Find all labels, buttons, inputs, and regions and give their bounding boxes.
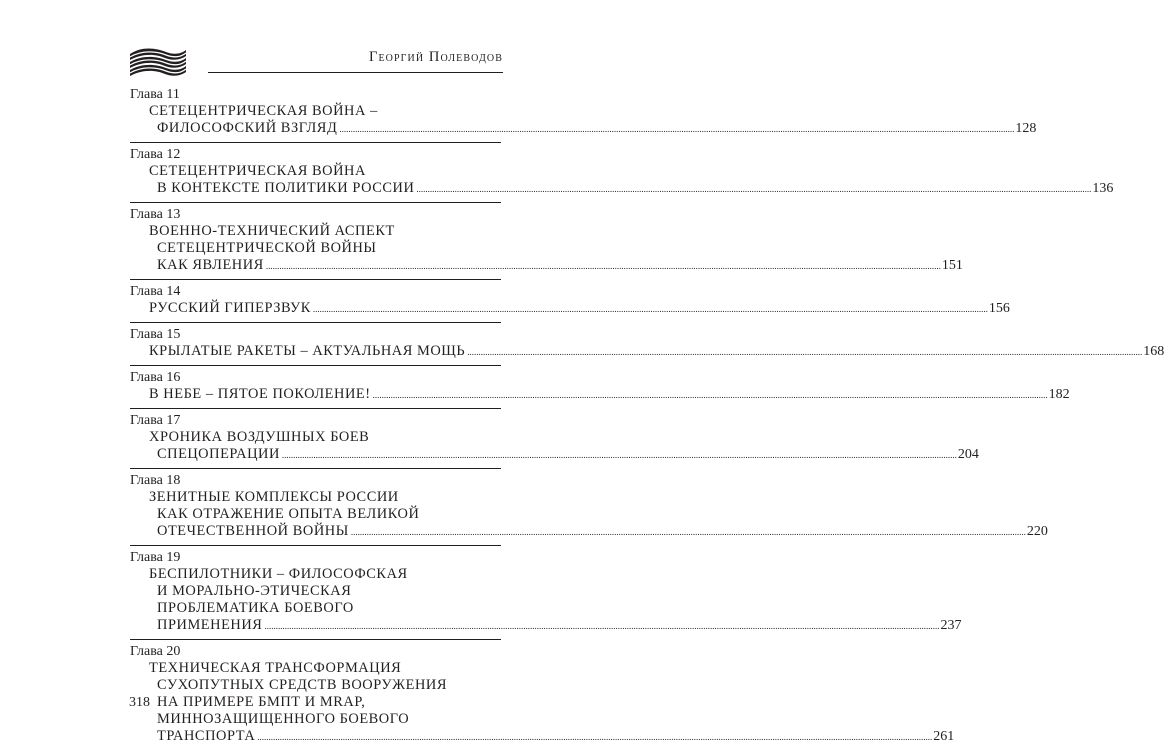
chapter-title-text: В НЕБЕ – ПЯТОЕ ПОКОЛЕНИЕ! [149, 386, 371, 402]
chapter-page-number: 261 [933, 729, 955, 744]
chapter-title-text: ТРАНСПОРТА [157, 728, 256, 744]
chapter-title-line: КАК ОТРАЖЕНИЕ ОПЫТА ВЕЛИКОЙ [157, 506, 420, 522]
chapter-label: Глава 19 [130, 550, 181, 565]
dot-leader: ............................................................................................................................................................................................................................................................................................................ [281, 450, 957, 460]
dot-leader: ............................................................................................................................................................................................................................................................................................................ [416, 184, 1092, 194]
chapter-title-line: НА ПРИМЕРЕ БМПТ И MRAP, [157, 694, 366, 710]
chapter-page-number: 168 [1143, 344, 1164, 359]
chapter-label: Глава 14 [130, 284, 181, 299]
chapter-page-number: 128 [1015, 121, 1037, 136]
chapter-label: Глава 15 [130, 327, 181, 342]
toc-entry [130, 550, 962, 640]
chapter-title-line [130, 728, 955, 746]
chapter-title-text: ПРИМЕНЕНИЯ [157, 617, 263, 633]
st-george-ribbon-icon [128, 44, 188, 78]
chapter-title-line: СЕТЕЦЕНТРИЧЕСКОЙ ВОЙНЫ [157, 240, 377, 256]
running-head-author: Георгий Полеводов [368, 49, 503, 65]
chapter-label: Глава 16 [130, 370, 181, 385]
dot-leader: ............................................................................................................................................................................................................................................................................................................ [312, 304, 988, 314]
table-of-contents [130, 87, 1164, 754]
chapter-page-number: 151 [941, 258, 963, 273]
page-header [128, 40, 503, 80]
dot-leader: ............................................................................................................................................................................................................................................................................................................ [264, 621, 940, 631]
toc-entry [130, 644, 955, 750]
chapter-title-line [130, 257, 963, 275]
chapter-title-text: В КОНТЕКСТЕ ПОЛИТИКИ РОССИИ [157, 180, 415, 196]
chapter-title-line [130, 300, 1010, 318]
chapter-title-line: ПРОБЛЕМАТИКА БОЕВОГО [157, 600, 354, 616]
chapter-title-line [130, 343, 1164, 361]
dot-leader: ............................................................................................................................................................................................................................................................................................................ [467, 347, 1143, 357]
toc-entry [130, 207, 963, 280]
dot-leader: ............................................................................................................................................................................................................................................................................................................ [372, 390, 1048, 400]
chapter-page-number: 182 [1048, 387, 1070, 402]
chapter-title-line: ХРОНИКА ВОЗДУШНЫХ БОЕВ [149, 429, 370, 445]
header-rule [208, 72, 503, 73]
chapter-title-line [130, 446, 979, 464]
dot-leader: ............................................................................................................................................................................................................................................................................................................ [350, 527, 1026, 537]
dot-leader: ............................................................................................................................................................................................................................................................................................................ [257, 732, 933, 742]
chapter-page-number: 220 [1026, 524, 1048, 539]
chapter-page-number: 156 [988, 301, 1010, 316]
chapter-label: Глава 12 [130, 147, 181, 162]
chapter-title-text: ФИЛОСОФСКИЙ ВЗГЛЯД [157, 120, 338, 136]
toc-entry [130, 327, 1164, 366]
toc-entry [130, 370, 1070, 409]
chapter-title-text: КРЫЛАТЫЕ РАКЕТЫ – АКТУАЛЬНАЯ МОЩЬ [149, 343, 466, 359]
toc-entry [130, 473, 1048, 546]
chapter-title-line: БЕСПИЛОТНИКИ – ФИЛОСОФСКАЯ [149, 566, 408, 582]
chapter-title-line [130, 617, 962, 635]
toc-entry [130, 147, 1114, 203]
chapter-label: Глава 13 [130, 207, 181, 222]
chapter-label: Глава 17 [130, 413, 181, 428]
chapter-label: Глава 20 [130, 644, 181, 659]
chapter-title-text: СПЕЦОПЕРАЦИИ [157, 446, 280, 462]
page-number: 318 [129, 695, 150, 710]
chapter-title-line: ЗЕНИТНЫЕ КОМПЛЕКСЫ РОССИИ [149, 489, 399, 505]
chapter-title-line: СУХОПУТНЫХ СРЕДСТВ ВООРУЖЕНИЯ [157, 677, 447, 693]
chapter-page-number: 237 [940, 618, 962, 633]
toc-entry [130, 87, 1037, 143]
chapter-title-line [130, 386, 1070, 404]
chapter-title-line: ТЕХНИЧЕСКАЯ ТРАНСФОРМАЦИЯ [149, 660, 402, 676]
toc-entry [130, 413, 979, 469]
chapter-title-text: РУССКИЙ ГИПЕРЗВУК [149, 300, 311, 316]
dot-leader: ............................................................................................................................................................................................................................................................................................................ [339, 124, 1015, 134]
chapter-title-line: И МОРАЛЬНО-ЭТИЧЕСКАЯ [157, 583, 352, 599]
chapter-label: Глава 18 [130, 473, 181, 488]
chapter-title-line [130, 120, 1037, 138]
chapter-title-text: КАК ЯВЛЕНИЯ [157, 257, 264, 273]
chapter-title-line [130, 523, 1048, 541]
chapter-title-line: ВОЕННО-ТЕХНИЧЕСКИЙ АСПЕКТ [149, 223, 395, 239]
chapter-title-line: СЕТЕЦЕНТРИЧЕСКАЯ ВОЙНА [149, 163, 366, 179]
chapter-page-number: 136 [1092, 181, 1114, 196]
chapter-title-line [130, 180, 1114, 198]
chapter-title-text: ОТЕЧЕСТВЕННОЙ ВОЙНЫ [157, 523, 349, 539]
chapter-title-line: МИННОЗАЩИЩЕННОГО БОЕВОГО [157, 711, 410, 727]
chapter-page-number: 204 [957, 447, 979, 462]
dot-leader: ............................................................................................................................................................................................................................................................................................................ [265, 261, 941, 271]
toc-entry [130, 284, 1010, 323]
chapter-title-line: СЕТЕЦЕНТРИЧЕСКАЯ ВОЙНА – [149, 103, 378, 119]
chapter-label: Глава 11 [130, 87, 180, 102]
